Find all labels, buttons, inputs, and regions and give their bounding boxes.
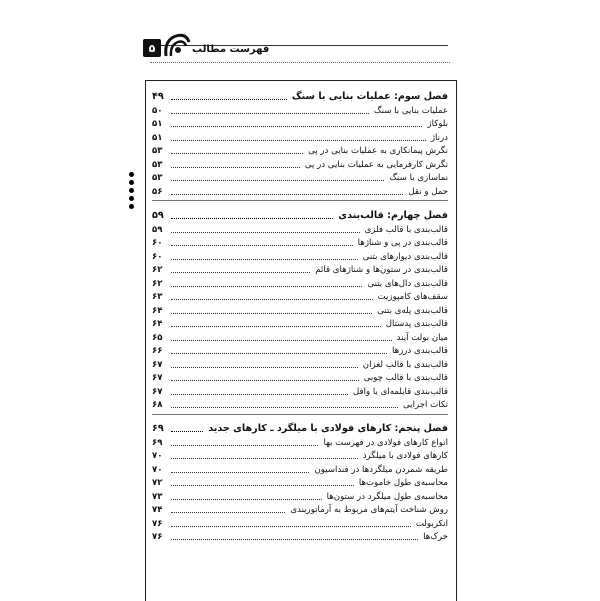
toc-entry[interactable]: سقف‌های کامپوزیت ۶۳ (152, 292, 448, 302)
toc-entry[interactable]: قالب‌بندی پله‌ی بتنی ۶۴ (152, 305, 448, 316)
side-bullets-ornament (128, 172, 136, 212)
chapter-heading[interactable]: فصل چهارم: قالب‌بندی ۵۹ (152, 210, 448, 221)
toc-entry[interactable]: بلوکاژ ۵۱ (152, 119, 448, 129)
toc-entry[interactable]: قالب‌بندی قابلمه‌ای یا وافل ۶۷ (152, 386, 448, 397)
toc-entry[interactable]: قالب‌بندی با قالب لغزان ۶۷ (152, 359, 448, 370)
toc-entry[interactable]: قالب‌بندی با قالب چوبی ۶۷ (152, 373, 448, 383)
toc-section-4 (152, 207, 448, 411)
toc-entry[interactable]: قالب‌بندی در پی و شناژها ۶۰ (152, 238, 448, 248)
toc-entry[interactable]: درناژ ۵۱ (152, 132, 448, 143)
toc-entry[interactable]: خرک‌ها ۷۶ (152, 532, 448, 542)
toc-entry[interactable]: محاسبه‌ی طول خاموت‌ها ۷۲ (152, 478, 448, 488)
page-number: ۵ (143, 39, 161, 57)
toc-entry[interactable]: محاسبه‌ی طول میلگرد در ستون‌ها ۷۳ (152, 491, 448, 502)
toc-entry[interactable]: نماسازی با سنگ ۵۳ (152, 173, 448, 183)
toc-entry[interactable]: قالب‌بندی دیوارهای بتنی ۶۰ (152, 251, 448, 262)
chapter-heading[interactable]: فصل سوم: عملیات بنایی با سنگ ۴۹ (152, 91, 448, 102)
toc-entry[interactable]: انواع کارهای فولادی در فهرست بها ۶۹ (152, 437, 448, 448)
section-divider (152, 414, 448, 415)
toc-entry[interactable]: انکربولت ۷۶ (152, 518, 448, 529)
toc-entry[interactable]: قالب‌بندی با قالب فلزی ۵۹ (152, 224, 448, 235)
toc-entry[interactable]: قالب‌بندی درزها ۶۶ (152, 346, 448, 356)
section-divider (152, 200, 448, 201)
toc-entry[interactable]: نگرش کارفرمایی به عملیات بنایی در پی ۵۳ (152, 159, 448, 170)
toc-entry[interactable]: روش شناخت آیتم‌های مربوط به آرماتوربندی ۷۴ (152, 505, 448, 515)
toc-entry[interactable]: قالب‌بندی دال‌های بتنی ۶۲ (152, 278, 448, 289)
toc-entry[interactable]: میان بولت آیند ۶۵ (152, 332, 448, 343)
toc-entry[interactable]: نگرش پیمانکاری به عملیات بنایی در پی ۵۳ (152, 146, 448, 156)
toc-section-3 (152, 88, 448, 198)
header-dotted-rule (150, 62, 450, 63)
toc-entry[interactable]: حمل و نقل ۵۶ (152, 186, 448, 197)
publisher-logo-icon (162, 30, 192, 60)
chapter-heading[interactable]: فصل پنجم: کارهای فولادی با میلگرد ـ کارهای جدید ۶۹ (152, 423, 448, 434)
toc-entry[interactable]: نکات اجرایی ۶۸ (152, 400, 448, 410)
toc-entry[interactable]: عملیات بنایی با سنگ ۵۰ (152, 105, 448, 116)
toc-entry[interactable]: طریقه شمردن میلگردها در فنداسیون ۷۰ (152, 464, 448, 475)
toc-section-5 (152, 420, 448, 543)
header-title: فهرست مطالب (192, 44, 270, 55)
toc-entry[interactable]: کارهای فولادی با میلگرد ۷۰ (152, 451, 448, 461)
toc-entry[interactable]: قالب‌بندی در ستون‌ها و شناژهای قائم ۶۲ (152, 265, 448, 275)
toc-entry[interactable]: قالب‌بندی پدستال ۶۴ (152, 319, 448, 329)
